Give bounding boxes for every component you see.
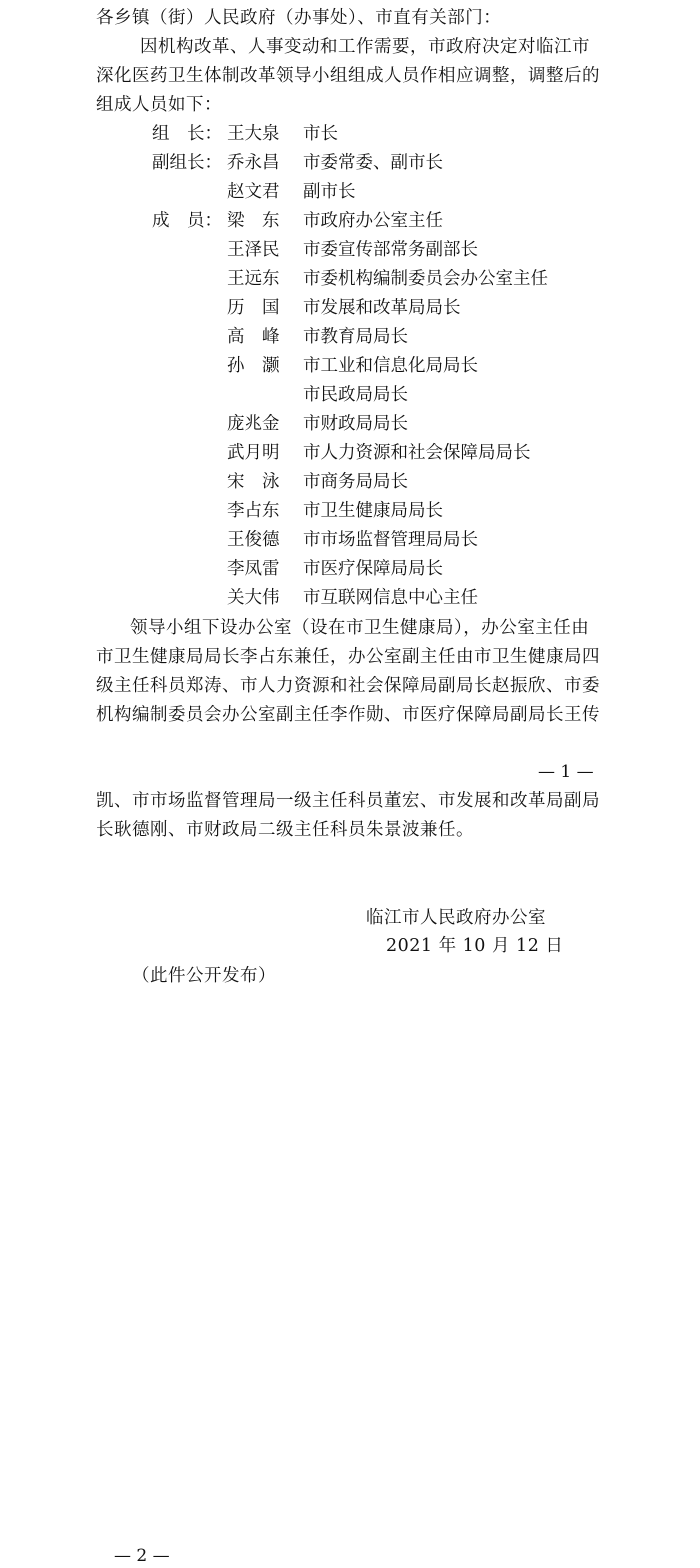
member-title: 市人力资源和社会保障局局长 [303,443,531,463]
signature-org: 临江市人民政府办公室 [366,908,546,928]
paragraph1-line1: 因机构改革、人事变动和工作需要，市政府决定对临江市 [140,37,590,57]
member-role: 组 长： [152,124,222,144]
member-name: 梁 东 [227,211,280,231]
member-title: 市市场监督管理局局长 [303,530,478,550]
member-name: 高 峰 [227,327,280,347]
member-name: 乔永昌 [227,153,280,173]
member-name: 庞兆金 [227,414,280,434]
page-number-1: — 1 — [538,762,594,782]
page2-line2: 长耿德刚、市财政局二级主任科员朱景波兼任。 [96,820,474,840]
member-title: 市委机构编制委员会办公室主任 [303,269,548,289]
member-title: 市财政局局长 [303,414,408,434]
member-title: 市长 [303,124,338,144]
member-name: 李凤雷 [227,559,280,579]
member-title: 市工业和信息化局局长 [303,356,478,376]
member-name: 历 国 [227,298,280,318]
member-title: 市医疗保障局局长 [303,559,443,579]
paragraph1-line3: 组成人员如下： [96,95,222,115]
member-name: 王泽民 [227,240,280,260]
paragraph2-line1: 领导小组下设办公室（设在市卫生健康局），办公室主任由 [130,618,590,638]
member-title: 市卫生健康局局长 [303,501,443,521]
page2-line1: 凯、市市场监督管理局一级主任科员董宏、市发展和改革局副局 [96,791,600,811]
member-name: 武月明 [227,443,280,463]
member-title: 市商务局局长 [303,472,408,492]
member-name: 李占东 [227,501,280,521]
member-name: 王俊德 [227,530,280,550]
member-name: 孙 灏 [227,356,280,376]
member-title: 市教育局局长 [303,327,408,347]
member-title: 市发展和改革局局长 [303,298,461,318]
paragraph2-line4: 机构编制委员会办公室副主任李作勋、市医疗保障局副局长王传 [96,705,600,725]
paragraph2-line2: 市卫生健康局局长李占东兼任，办公室副主任由市卫生健康局四 [96,647,600,667]
member-title: 市民政局局长 [303,385,408,405]
member-title: 市委常委、副市长 [303,153,443,173]
public-release-note: （此件公开发布） [132,966,276,986]
member-name: 王远东 [227,269,280,289]
member-role: 副组长： [152,153,222,173]
member-title: 市政府办公室主任 [303,211,443,231]
paragraph1-line2: 深化医药卫生体制改革领导小组组成人员作相应调整，调整后的 [96,66,600,86]
signature-date: 2021 年 10 月 12 日 [386,936,564,956]
page-number-2: — 2 — [114,1546,170,1566]
member-name: 赵文君 [227,182,280,202]
member-name: 王大泉 [227,124,280,144]
member-title: 市互联网信息中心主任 [303,588,478,608]
member-name: 关大伟 [227,588,280,608]
paragraph2-line3: 级主任科员郑涛、市人力资源和社会保障局副局长赵振欣、市委 [96,676,600,696]
member-title: 市委宣传部常务副部长 [303,240,478,260]
member-role: 成 员： [152,211,222,231]
addressee-line: 各乡镇（街）人民政府（办事处）、市直有关部门： [96,8,502,28]
member-name: 宋 泳 [227,472,280,492]
member-title: 副市长 [303,182,356,202]
